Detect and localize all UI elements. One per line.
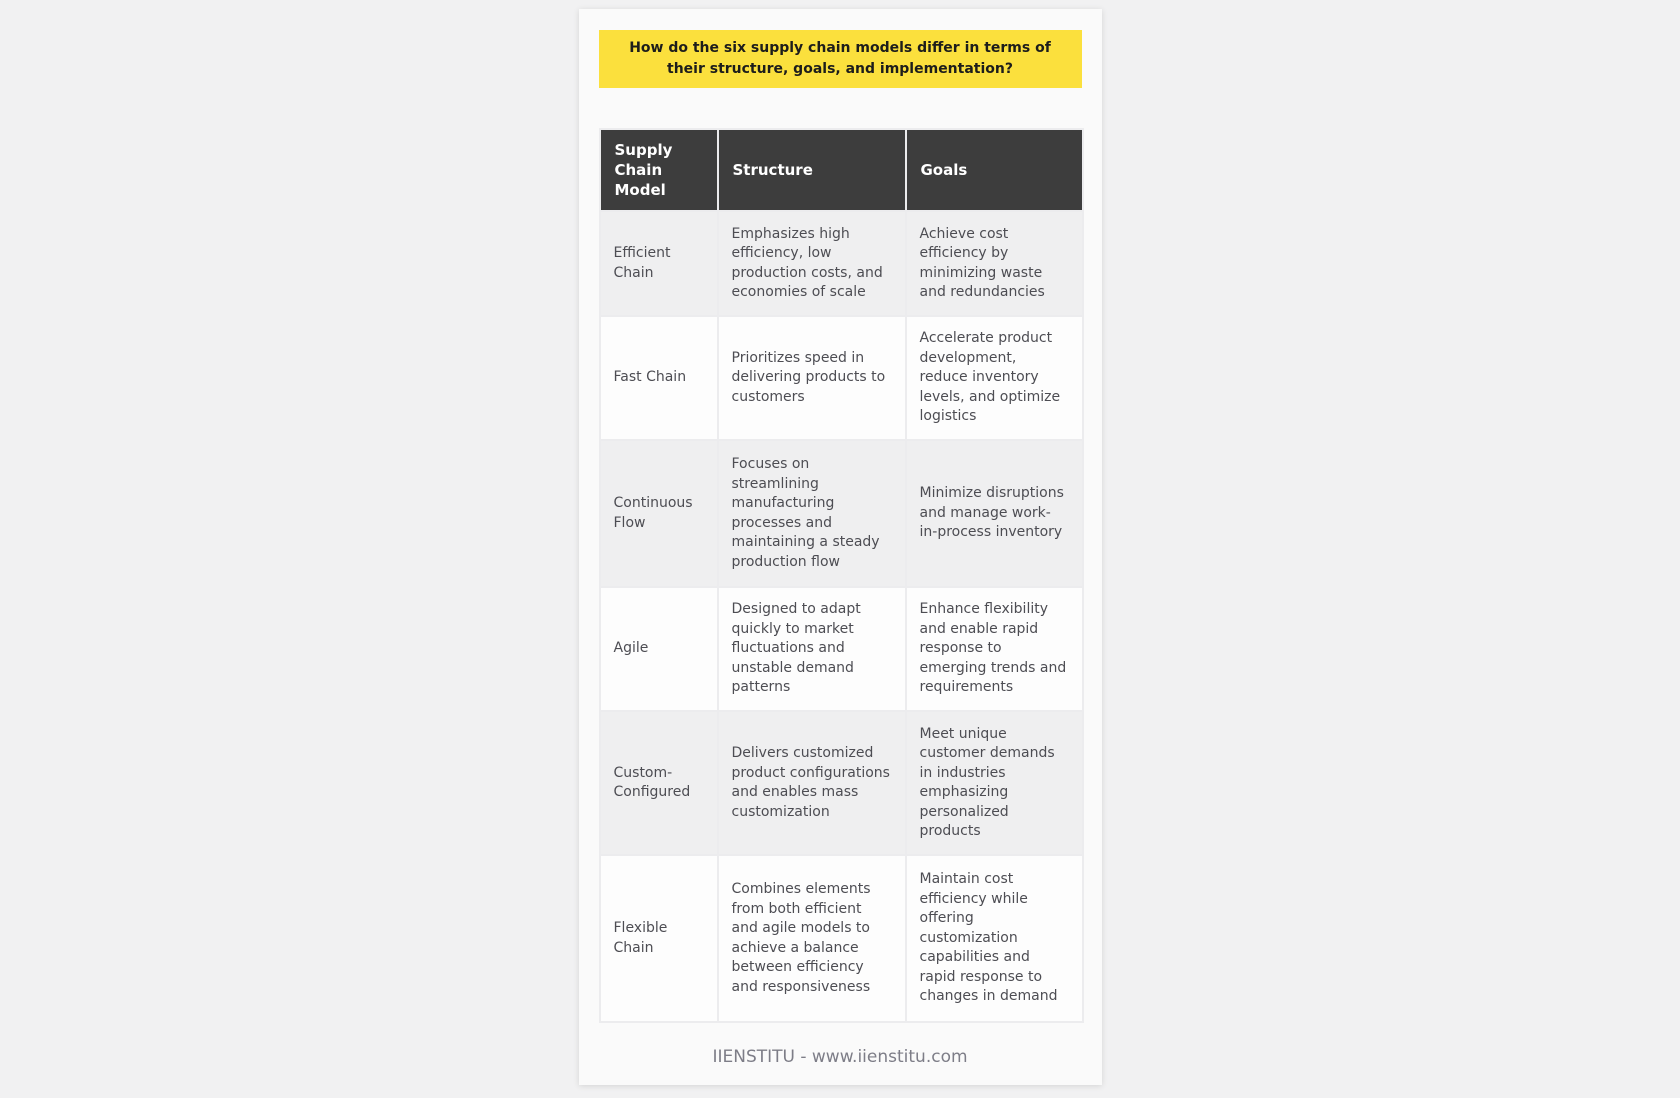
- table-row: [600, 211, 1083, 316]
- model-name-cell: Continuous Flow: [600, 440, 718, 587]
- goals-cell: Maintain cost efficiency while offering customization capabilities and rapid response to changes in demand: [906, 855, 1083, 1022]
- model-name-cell: Custom-Configured: [600, 711, 718, 855]
- model-name-cell: Agile: [600, 587, 718, 711]
- structure-cell: Emphasizes high efficiency, low production costs, and economies of scale: [718, 211, 906, 316]
- table-row: [600, 440, 1083, 587]
- structure-cell: Delivers customized product configurations and enables mass customization: [718, 711, 906, 855]
- structure-cell: Designed to adapt quickly to market fluctuations and unstable demand patterns: [718, 587, 906, 711]
- column-header-goals: Goals: [906, 129, 1083, 211]
- table-header-row: [600, 129, 1083, 211]
- content-card: [579, 9, 1102, 1085]
- model-name-cell: Efficient Chain: [600, 211, 718, 316]
- goals-cell: Achieve cost efficiency by minimizing waste and redundancies: [906, 211, 1083, 316]
- structure-cell: Focuses on streamlining manufacturing processes and maintaining a steady production flow: [718, 440, 906, 587]
- goals-cell: Enhance flexibility and enable rapid response to emerging trends and requirements: [906, 587, 1083, 711]
- goals-cell: Minimize disruptions and manage work-in-process inventory: [906, 440, 1083, 587]
- column-header-model: Supply Chain Model: [600, 129, 718, 211]
- table-row: [600, 855, 1083, 1022]
- table-row: [600, 587, 1083, 711]
- table-row: [600, 711, 1083, 855]
- question-title-box: [599, 30, 1082, 88]
- question-title: How do the six supply chain models differ in terms of their structure, goals, and implementation?: [629, 40, 1051, 77]
- structure-cell: Prioritizes speed in delivering products to customers: [718, 316, 906, 440]
- footer-credit: IIENSTITU - www.iienstitu.com: [712, 1047, 968, 1067]
- column-header-structure: Structure: [718, 129, 906, 211]
- supply-chain-models-table: [599, 128, 1084, 1023]
- model-name-cell: Flexible Chain: [600, 855, 718, 1022]
- goals-cell: Meet unique customer demands in industries emphasizing personalized products: [906, 711, 1083, 855]
- goals-cell: Accelerate product development, reduce inventory levels, and optimize logistics: [906, 316, 1083, 440]
- structure-cell: Combines elements from both efficient and agile models to achieve a balance between efficiency and responsiveness: [718, 855, 906, 1022]
- model-name-cell: Fast Chain: [600, 316, 718, 440]
- table-row: [600, 316, 1083, 440]
